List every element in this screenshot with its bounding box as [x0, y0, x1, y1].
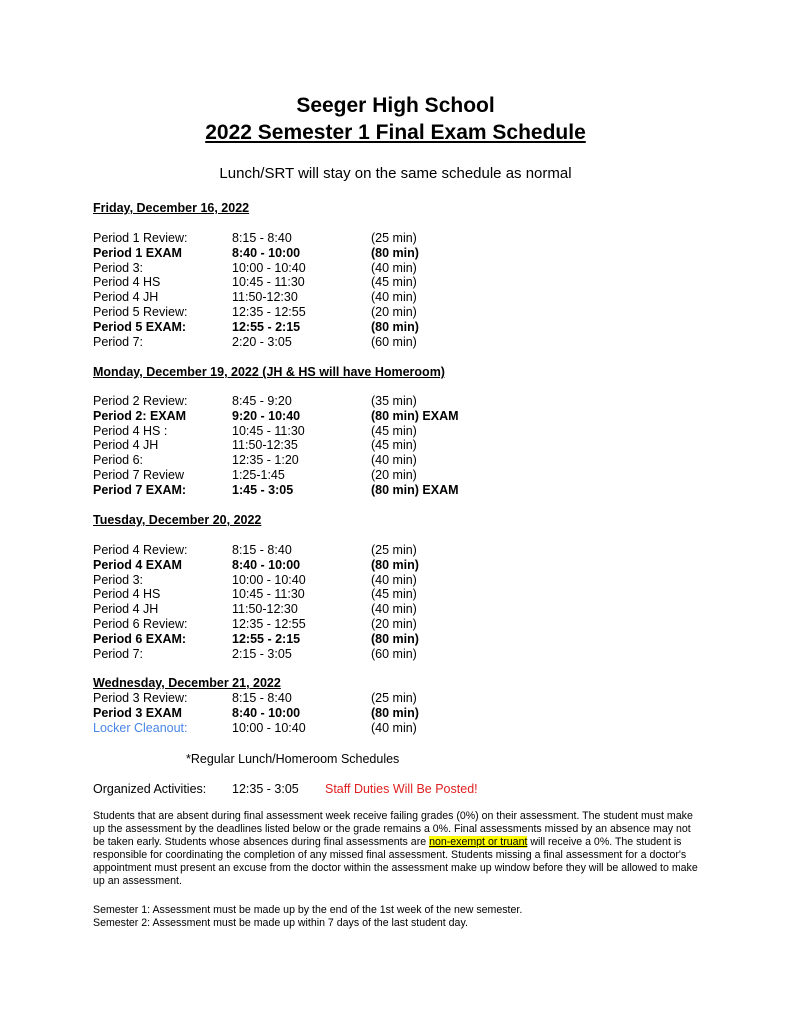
period-time: 1:45 - 3:05: [232, 482, 294, 497]
organized-activities: [93, 782, 478, 797]
period-duration: (35 min): [371, 394, 417, 408]
period-duration: (40 min): [371, 290, 417, 305]
period-name: Period 6 EXAM:: [93, 631, 187, 646]
absence-policy: [93, 810, 703, 889]
period-duration: (20 min): [371, 616, 417, 631]
school-name: Seeger High School: [296, 94, 495, 117]
period-name: Period 1 EXAM: [93, 245, 182, 260]
period-name: Locker Cleanout:: [93, 720, 188, 735]
day-heading-friday: Friday, December 16, 2022: [93, 201, 250, 215]
period-name: Period 7 EXAM:: [93, 482, 187, 497]
period-time: 8:15 - 8:40: [232, 231, 292, 245]
lunch-note: Lunch/SRT will stay on the same schedule as normal: [219, 165, 572, 182]
period-name: Period 2 Review:: [93, 394, 188, 408]
period-duration: (45 min): [371, 423, 417, 438]
policy-text-end: will receive a 0%. The student is responsible for coordinating the completion of any missed final assessment. Students missing a final assessment for a doctor's appointment must present an excuse from the doctor within the assessment make up window before they will be allowed to make up an assessment.: [93, 836, 698, 888]
period-time: 8:15 - 8:40: [232, 691, 292, 705]
period-name: Period 7 Review: [93, 467, 185, 482]
day-heading-wednesday: Wednesday, December 21, 2022: [93, 676, 281, 690]
period-duration: (40 min): [371, 720, 417, 735]
organized-activities-time: 12:35 - 3:05: [232, 782, 299, 796]
period-time: 11:50-12:30: [232, 602, 298, 617]
period-duration: (45 min): [371, 438, 417, 453]
period-time: 11:50-12:30: [232, 290, 298, 305]
period-duration: (80 min): [371, 557, 419, 572]
period-time: 12:35 - 1:20: [232, 453, 299, 468]
period-duration: (25 min): [371, 231, 417, 245]
period-time: 10:00 - 10:40: [232, 720, 306, 735]
period-name: Period 3:: [93, 260, 144, 275]
period-name: Period 4 JH: [93, 438, 159, 453]
staff-duties-note: Staff Duties Will Be Posted!: [325, 782, 478, 796]
period-name: Period 7:: [93, 334, 144, 349]
period-name: Period 5 Review:: [93, 304, 188, 319]
period-name: Period 2: EXAM: [93, 408, 187, 423]
period-time: 12:55 - 2:15: [232, 319, 301, 334]
period-time: 1:25-1:45: [232, 467, 285, 482]
period-name: Period 3:: [93, 572, 144, 587]
period-duration: (40 min): [371, 572, 417, 587]
policy-text-start: Students that are absent during final assessment week receive failing grades (0%) on their assessment. The student must make up the assessment by the deadlines listed below or the grade remains a 0%. Final assessments missed by an absence may not be taken early. Students whose absences during final assessments are: [93, 810, 693, 849]
period-duration: (60 min): [371, 334, 417, 349]
period-name: Period 4 JH: [93, 602, 159, 617]
period-name: Period 4 EXAM: [93, 557, 182, 572]
period-duration: (80 min): [371, 245, 419, 260]
period-time: 10:45 - 11:30: [232, 587, 305, 602]
day-heading-tuesday: Tuesday, December 20, 2022: [93, 513, 262, 527]
period-time: 10:00 - 10:40: [232, 572, 306, 587]
period-duration: (45 min): [371, 587, 417, 602]
period-duration: (45 min): [371, 275, 417, 290]
period-duration: (40 min): [371, 453, 417, 468]
period-name: Period 1 Review:: [93, 231, 188, 245]
semester-2-rule: Semester 2: Assessment must be made up within 7 days of the last student day.: [93, 917, 468, 930]
period-duration: (40 min): [371, 602, 417, 617]
period-time: 12:55 - 2:15: [232, 631, 301, 646]
period-name: Period 6 Review:: [93, 616, 188, 631]
period-duration: (20 min): [371, 304, 417, 319]
period-duration: (20 min): [371, 467, 417, 482]
period-time: 8:40 - 10:00: [232, 557, 301, 572]
period-name: Period 4 Review:: [93, 543, 188, 557]
period-duration: (25 min): [371, 543, 417, 557]
period-duration: (80 min) EXAM: [371, 482, 459, 497]
period-name: Period 3 EXAM: [93, 705, 182, 720]
period-time: 12:35 - 12:55: [232, 304, 306, 319]
period-time: 12:35 - 12:55: [232, 616, 306, 631]
policy-highlight: non-exempt or truant: [429, 836, 528, 849]
period-duration: (80 min) EXAM: [371, 408, 459, 423]
regular-schedule-note: *Regular Lunch/Homeroom Schedules: [186, 752, 400, 766]
semester-1-rule: Semester 1: Assessment must be made up by the end of the 1st week of the new semester.: [93, 904, 523, 916]
schedule-title: 2022 Semester 1 Final Exam Schedule: [205, 121, 586, 144]
period-name: Period 6:: [93, 453, 144, 468]
period-time: 8:15 - 8:40: [232, 543, 292, 557]
period-time: 11:50-12:35: [232, 438, 298, 453]
period-name: Period 4 JH: [93, 290, 159, 305]
period-name: Period 7:: [93, 646, 144, 661]
period-time: 2:15 - 3:05: [232, 646, 292, 661]
period-duration: (80 min): [371, 319, 419, 334]
period-time: 10:00 - 10:40: [232, 260, 306, 275]
period-duration: (60 min): [371, 646, 417, 661]
semester-rules: [93, 904, 703, 930]
period-duration: (25 min): [371, 691, 417, 705]
period-time: 10:45 - 11:30: [232, 275, 305, 290]
period-duration: (80 min): [371, 631, 419, 646]
period-name: Period 3 Review:: [93, 691, 188, 705]
period-name: Period 5 EXAM:: [93, 319, 187, 334]
organized-activities-label: Organized Activities:: [93, 782, 207, 796]
day-heading-monday: Monday, December 19, 2022 (JH & HS will have Homeroom): [93, 365, 445, 379]
period-time: 8:40 - 10:00: [232, 705, 301, 720]
period-name: Period 4 HS: [93, 275, 161, 290]
period-duration: (80 min): [371, 705, 419, 720]
period-duration: (40 min): [371, 260, 417, 275]
period-time: 8:45 - 9:20: [232, 394, 292, 408]
period-name: Period 4 HS: [93, 587, 161, 602]
period-time: 9:20 - 10:40: [232, 408, 301, 423]
period-time: 10:45 - 11:30: [232, 423, 305, 438]
period-time: 8:40 - 10:00: [232, 245, 301, 260]
period-time: 2:20 - 3:05: [232, 334, 292, 349]
period-name: Period 4 HS :: [93, 423, 168, 438]
